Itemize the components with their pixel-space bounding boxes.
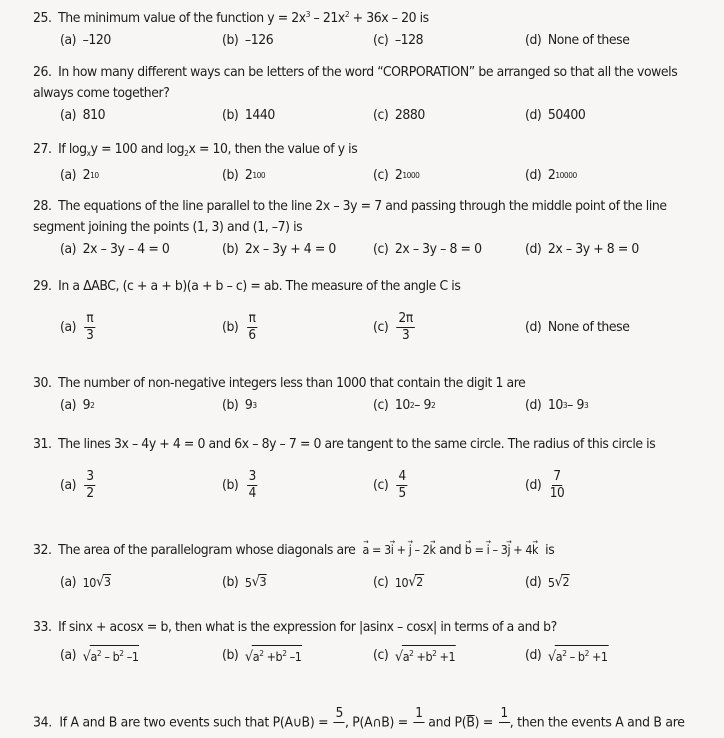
option-c[interactable] <box>373 104 425 126</box>
question-33 <box>33 617 713 666</box>
numerator: 1 <box>415 706 423 721</box>
option-a[interactable] <box>60 104 105 126</box>
option-label: (c) <box>373 167 389 183</box>
stem-text: If log <box>58 142 87 157</box>
exponent: 2 <box>90 400 95 410</box>
exponent: 100 <box>252 170 266 180</box>
option-a[interactable] <box>60 164 99 186</box>
expr-text: – 2 <box>411 543 430 557</box>
option-b[interactable] <box>222 394 257 416</box>
question-stem <box>33 276 665 297</box>
expr-text: +b <box>263 650 283 664</box>
unit-vector-j: j → <box>507 540 510 561</box>
radical-expression <box>548 645 609 665</box>
stem-text: The minimum value of the function y = 2x <box>58 11 306 26</box>
radical-expression <box>245 645 303 665</box>
numerator: π <box>248 310 256 326</box>
option-label: (b) <box>222 107 239 123</box>
option-d[interactable] <box>525 29 629 51</box>
exponent: 2 <box>282 649 287 658</box>
option-c[interactable] <box>373 644 456 666</box>
option-a[interactable] <box>60 571 111 593</box>
stem-text: The lines 3x – 4y + 4 = 0 and 6x – 8y – 7 = 0 are tangent to the same circle. The radius of this circle is <box>58 437 656 452</box>
option-c[interactable] <box>373 571 424 593</box>
stem-text: segment joining the points (1, 3) and (1, –7) is <box>33 220 303 235</box>
stem-text: always come together? <box>33 86 170 101</box>
option-text: None of these <box>547 319 630 335</box>
expr-text: + 4 <box>510 543 533 557</box>
question-stem <box>33 4 665 29</box>
options-row <box>33 29 713 51</box>
option-label: (d) <box>525 477 542 493</box>
exponent: 2 <box>96 649 102 658</box>
option-label: (b) <box>222 477 239 493</box>
exponent: 2 <box>584 649 589 658</box>
radical-expression <box>83 645 140 665</box>
option-base: 2 <box>82 167 91 183</box>
option-label: (a) <box>60 397 77 413</box>
stem-text: ) = <box>474 715 494 731</box>
denominator: 6 <box>248 327 256 343</box>
question-number: 33. <box>33 620 52 635</box>
options-row <box>33 644 713 666</box>
option-b[interactable] <box>222 463 258 507</box>
option-text: 2880 <box>394 107 425 123</box>
radical-sign-icon: √ <box>547 649 556 665</box>
option-label: (b) <box>222 647 239 663</box>
question-32 <box>33 540 713 593</box>
expr-text: –1 <box>286 650 302 664</box>
fraction <box>334 707 345 738</box>
question-number: 26. <box>33 65 52 80</box>
option-label: (b) <box>222 32 239 48</box>
numerator: 2π <box>398 310 413 326</box>
option-d[interactable] <box>525 305 629 349</box>
option-label: (b) <box>222 397 239 413</box>
option-a[interactable] <box>60 394 94 416</box>
exponent: 2 <box>409 400 415 410</box>
option-b[interactable] <box>222 571 267 593</box>
radical-sign-icon: √ <box>408 574 417 590</box>
fraction <box>413 707 424 738</box>
option-label: (d) <box>525 574 542 590</box>
complement-b: $\overline{B}$ <box>466 715 475 731</box>
stem-text: If A and B are two events such that P(A∪B) = <box>59 715 329 731</box>
stem-text: and <box>439 543 462 558</box>
unit-vector-i: i → <box>487 540 490 561</box>
numerator: 7 <box>553 468 561 484</box>
denominator: 4 <box>248 485 256 501</box>
option-base: 2 <box>244 167 253 183</box>
expr-text: +1 <box>588 650 608 664</box>
options-row <box>33 305 713 349</box>
exponent: 2 <box>119 649 124 658</box>
option-text: 2x – 3y + 8 = 0 <box>547 241 639 257</box>
option-base: 9 <box>244 397 253 413</box>
numerator: 4 <box>398 468 406 484</box>
option-text: 2x – 3y – 4 = 0 <box>82 241 170 257</box>
exponent: 3 <box>562 400 568 410</box>
option-label: (c) <box>373 397 389 413</box>
option-label: (d) <box>525 241 542 257</box>
option-label: (a) <box>60 319 77 335</box>
option-text: 50400 <box>547 107 586 123</box>
option-d[interactable] <box>525 164 577 186</box>
radical-expression <box>548 574 570 590</box>
question-stem <box>33 62 678 83</box>
options-row <box>33 164 713 186</box>
option-label: (a) <box>60 167 77 183</box>
expr-text: = 3 <box>372 543 391 557</box>
option-d[interactable] <box>525 644 609 666</box>
expr-text: +b <box>413 650 433 664</box>
option-label: (c) <box>373 319 389 335</box>
option-b[interactable] <box>222 104 275 126</box>
stem-text: The equations of the line parallel to the line 2x – 3y = 7 and passing through the middle point of the line <box>58 199 667 214</box>
expr-text: a <box>252 650 260 664</box>
option-base: 10 <box>547 397 563 413</box>
option-text: 1440 <box>244 107 275 123</box>
numerator: π <box>86 310 94 326</box>
stem-text: y = 100 and log <box>90 142 185 157</box>
question-25 <box>33 4 713 51</box>
expr-text: +1 <box>436 650 456 664</box>
options-row <box>33 571 713 593</box>
exponent: 1000 <box>402 170 420 180</box>
numerator: 3 <box>248 468 256 484</box>
question-27 <box>33 139 713 186</box>
numerator: 1 <box>500 706 508 721</box>
option-d[interactable] <box>525 571 570 593</box>
stem-text: If sinx + acosx = b, then what is the expression for |asinx – cosx| in terms of a and b? <box>58 620 557 635</box>
option-text: 810 <box>82 107 106 123</box>
exponent: 3 <box>252 400 257 410</box>
option-label: (c) <box>373 32 389 48</box>
option-a[interactable] <box>60 644 139 666</box>
option-c[interactable] <box>373 29 423 51</box>
option-a[interactable] <box>60 29 111 51</box>
question-stem <box>33 373 665 394</box>
question-stem-continued <box>33 217 665 238</box>
option-label: (c) <box>373 477 389 493</box>
radicand: 2 <box>416 575 423 589</box>
fraction <box>550 470 565 501</box>
option-text: –128 <box>394 32 424 48</box>
option-label: (b) <box>222 241 239 257</box>
option-base: 9 <box>82 397 91 413</box>
option-d[interactable] <box>525 463 564 507</box>
option-label: (a) <box>60 574 77 590</box>
radical-sign-icon: √ <box>95 574 104 590</box>
options-row <box>33 104 713 126</box>
option-c[interactable] <box>373 394 435 416</box>
option-b[interactable] <box>222 305 257 349</box>
option-label: (a) <box>60 32 77 48</box>
expr-text: + <box>393 543 409 557</box>
option-text: –120 <box>82 32 111 48</box>
question-stem <box>33 617 665 638</box>
denominator <box>417 723 421 738</box>
numerator: 5 <box>335 706 344 721</box>
exponent: 2 <box>409 649 414 658</box>
stem-text: In how many different ways can be letters of the word “CORPORATION” be arranged so that all the vowels <box>58 65 678 80</box>
option-base: 10 <box>394 397 410 413</box>
option-b[interactable] <box>222 164 265 186</box>
option-b[interactable] <box>222 238 336 260</box>
stem-text: , P(A∩B) = <box>344 715 408 731</box>
radicand <box>90 645 140 665</box>
question-stem <box>33 139 665 164</box>
exponent: 3 <box>305 10 311 19</box>
option-label: (c) <box>373 241 389 257</box>
question-number: 25. <box>33 11 52 26</box>
stem-text: – 21x <box>310 11 345 26</box>
expr-text: a <box>555 650 563 664</box>
option-label: (d) <box>525 32 542 48</box>
question-stem <box>33 196 665 217</box>
question-number: 31. <box>33 437 52 452</box>
option-text: –126 <box>244 32 274 48</box>
option-base: 2 <box>547 167 556 183</box>
vector-b: b → <box>465 540 472 561</box>
radical-expression <box>245 574 267 590</box>
fraction <box>397 470 408 501</box>
question-28 <box>33 196 713 260</box>
stem-text: , then the events A and B are <box>509 715 685 731</box>
option-d[interactable] <box>525 238 639 260</box>
option-base: 2 <box>394 167 403 183</box>
denominator: 3 <box>86 327 94 343</box>
question-number: 32. <box>33 543 52 558</box>
option-label: (c) <box>373 107 389 123</box>
vector-a: a → <box>362 540 368 561</box>
exponent: 2 <box>432 649 437 658</box>
radical-sign-icon: √ <box>244 649 253 665</box>
exponent: 10000 <box>555 170 577 180</box>
question-stem <box>33 434 665 455</box>
unit-vector-i: i → <box>391 540 394 561</box>
exponent: 3 <box>584 400 589 410</box>
fraction <box>84 470 95 501</box>
coefficient: 5 <box>244 576 252 590</box>
denominator: 3 <box>401 327 410 343</box>
radicand: 2 <box>562 575 570 589</box>
option-label: (a) <box>60 477 77 493</box>
option-d[interactable] <box>525 104 585 126</box>
expr-text: – 3 <box>489 543 508 557</box>
radical-expression <box>395 574 424 590</box>
fraction <box>397 312 415 343</box>
vector-a-expression <box>362 543 435 557</box>
unit-vector-k: k → <box>429 540 435 561</box>
option-label: (d) <box>525 319 542 335</box>
option-label: (c) <box>373 647 389 663</box>
subscript: 2 <box>184 149 189 158</box>
options-row <box>33 463 713 507</box>
radical-sign-icon: √ <box>82 649 91 665</box>
numerator: 3 <box>86 468 94 484</box>
option-a[interactable] <box>60 238 169 260</box>
denominator <box>338 723 342 738</box>
question-31 <box>33 434 713 507</box>
expr-text: – b <box>101 650 120 664</box>
expr-text: = <box>474 543 487 557</box>
unit-vector-j: j → <box>409 540 412 561</box>
option-label: (b) <box>222 574 239 590</box>
unit-vector-k: k → <box>532 540 538 561</box>
stem-text: x = 10, then the value of y is <box>188 142 358 157</box>
exponent: 2 <box>562 649 567 658</box>
expr-text: a <box>90 650 97 664</box>
option-label: (b) <box>222 319 239 335</box>
exponent: 2 <box>344 10 350 19</box>
radical-expression <box>83 574 112 590</box>
option-b[interactable] <box>222 29 273 51</box>
denominator: 5 <box>398 485 406 501</box>
stem-text: The area of the parallelogram whose diagonals are <box>58 543 356 558</box>
stem-text: and P( <box>428 715 467 731</box>
option-label: (d) <box>525 167 542 183</box>
option-label: (d) <box>525 107 542 123</box>
option-text: None of these <box>547 32 630 48</box>
coefficient: 5 <box>547 576 555 590</box>
coefficient: 10 <box>82 576 96 590</box>
question-number: 27. <box>33 142 52 157</box>
question-number: 30. <box>33 376 52 391</box>
option-text: 2x – 3y + 4 = 0 <box>244 241 336 257</box>
option-a[interactable] <box>60 463 95 507</box>
exponent: 2 <box>430 400 436 410</box>
subscript: x <box>86 149 91 158</box>
question-number: 34. <box>33 715 52 731</box>
vector-b-expression <box>465 543 538 557</box>
radicand <box>402 645 456 665</box>
question-stem <box>33 540 665 561</box>
option-text: – 9 <box>567 397 585 413</box>
expr-text: – b <box>566 650 585 664</box>
option-c[interactable] <box>373 305 415 349</box>
expr-text: –1 <box>123 650 139 664</box>
question-number: 28. <box>33 199 52 214</box>
radicand: 3 <box>259 575 267 589</box>
stem-text: The number of non-negative integers less than 1000 that contain the digit 1 are <box>58 376 526 391</box>
radicand <box>555 645 609 665</box>
option-label: (a) <box>60 241 77 257</box>
stem-text: + 36x – 20 is <box>349 11 429 26</box>
option-label: (c) <box>373 574 389 590</box>
exponent: 10 <box>90 170 99 180</box>
fraction <box>84 312 95 343</box>
fraction <box>499 707 510 738</box>
question-29 <box>33 276 713 349</box>
option-text: – 9 <box>414 397 431 413</box>
denominator: 10 <box>549 485 565 501</box>
option-label: (d) <box>525 647 542 663</box>
option-b[interactable] <box>222 644 302 666</box>
option-text: 2x – 3y – 8 = 0 <box>394 241 482 257</box>
radical-sign-icon: √ <box>251 574 260 590</box>
question-30 <box>33 373 713 416</box>
expr-text: a <box>402 650 410 664</box>
option-label: (d) <box>525 397 542 413</box>
question-26 <box>33 62 713 126</box>
question-stem-continued <box>33 83 665 104</box>
radical-sign-icon: √ <box>554 574 563 590</box>
option-label: (a) <box>60 647 77 663</box>
radical-sign-icon: √ <box>394 649 403 665</box>
option-c[interactable] <box>373 164 419 186</box>
option-a[interactable] <box>60 305 95 349</box>
stem-text: In a ΔABC, (c + a + b)(a + b – c) = ab. The measure of the angle C is <box>58 279 461 294</box>
radical-expression <box>395 645 456 665</box>
denominator: 2 <box>86 485 94 501</box>
denominator <box>502 723 506 738</box>
option-c[interactable] <box>373 238 482 260</box>
option-c[interactable] <box>373 463 408 507</box>
question-number: 29. <box>33 279 52 294</box>
fraction <box>247 470 258 501</box>
options-row <box>33 394 713 416</box>
radicand <box>252 645 303 665</box>
coefficient: 10 <box>394 576 409 590</box>
option-d[interactable] <box>525 394 588 416</box>
option-label: (b) <box>222 167 239 183</box>
options-row <box>33 238 713 260</box>
fraction <box>247 312 258 343</box>
option-label: (a) <box>60 107 77 123</box>
stem-text: is <box>545 543 555 558</box>
radicand: 3 <box>103 575 111 589</box>
question-34-partial <box>33 707 685 738</box>
exponent: 2 <box>259 649 264 658</box>
